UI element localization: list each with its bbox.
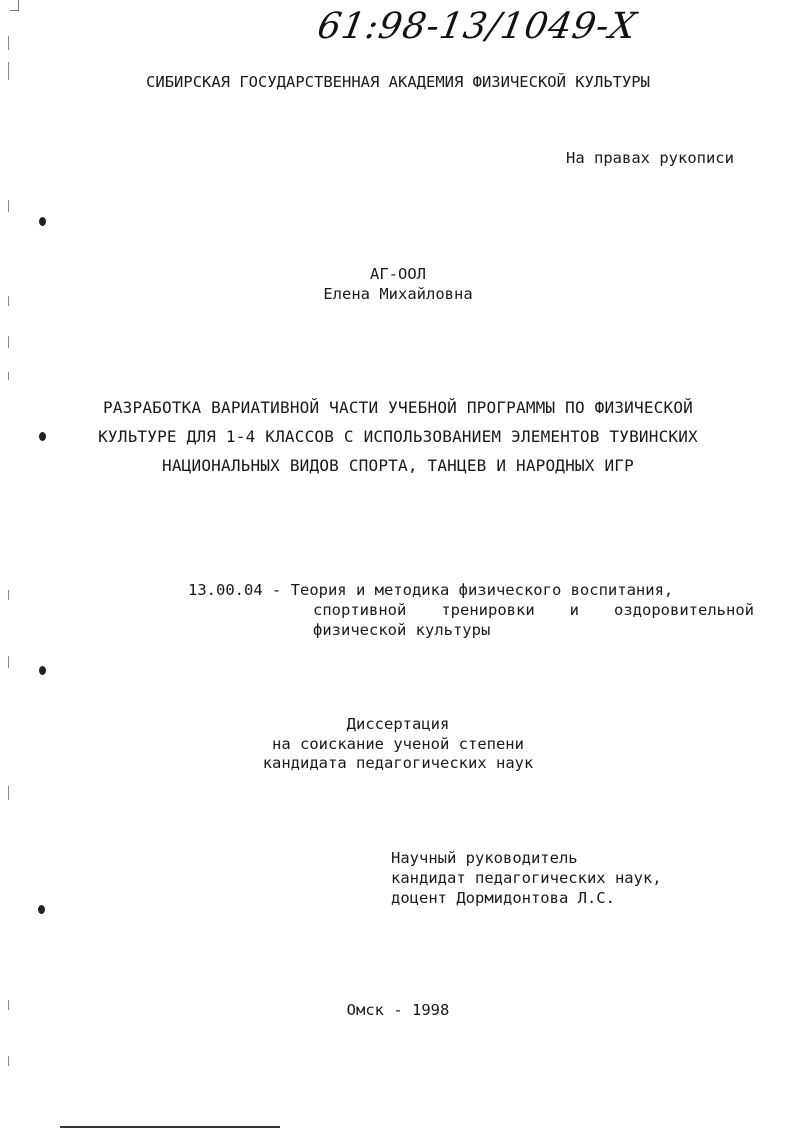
edge-tick	[8, 590, 9, 600]
specialty-line-2	[313, 600, 754, 620]
edge-tick	[8, 372, 9, 380]
author-given-names: Елена Михайловна	[323, 285, 473, 303]
bottom-rule	[60, 1126, 280, 1128]
edge-tick	[8, 656, 9, 668]
specialty-word: и	[569, 601, 579, 619]
degree-line: на соискание ученой степени	[272, 735, 524, 753]
title-line: КУЛЬТУРЕ ДЛЯ 1-4 КЛАССОВ С ИСПОЛЬЗОВАНИЕМ ЭЛЕМЕНТОВ ТУВИНСКИХ	[98, 427, 698, 446]
edge-tick	[8, 36, 9, 50]
place-year: Омск - 1998	[346, 1001, 450, 1019]
supervisor-line: доцент Дормидонтова Л.С.	[391, 889, 615, 907]
archive-number-handwritten: 61:98-13/1049-Х	[314, 6, 640, 47]
supervisor-line: кандидат педагогических наук,	[391, 869, 662, 887]
degree-line: Диссертация	[346, 715, 450, 733]
edge-tick	[8, 1056, 9, 1066]
manuscript-rights-note: На правах рукописи	[566, 149, 734, 167]
institution-name: СИБИРСКАЯ ГОСУДАРСТВЕННАЯ АКАДЕМИЯ ФИЗИЧЕСКОЙ КУЛЬТУРЫ	[146, 73, 650, 91]
edge-tick	[8, 786, 9, 800]
title-line: РАЗРАБОТКА ВАРИАТИВНОЙ ЧАСТИ УЧЕБНОЙ ПРОГРАММЫ ПО ФИЗИЧЕСКОЙ	[103, 398, 693, 417]
degree-line: кандидата педагогических наук	[262, 754, 534, 772]
author-surname: АГ-ООЛ	[370, 265, 426, 283]
binding-hole-mark	[39, 666, 46, 675]
binding-hole-mark	[39, 217, 46, 226]
specialty-line-3: физической культуры	[313, 621, 491, 639]
edge-tick	[8, 200, 9, 212]
binding-hole-mark	[38, 905, 45, 914]
specialty-word: тренировки	[441, 601, 535, 619]
edge-tick	[8, 336, 9, 348]
specialty-word: спортивной	[313, 601, 407, 619]
supervisor-line: Научный руководитель	[391, 849, 578, 867]
corner-mark	[10, 0, 19, 11]
specialty-word: оздоровительной	[614, 601, 754, 619]
specialty-code-line: 13.00.04 - Теория и методика физического воспитания,	[188, 581, 674, 599]
title-line: НАЦИОНАЛЬНЫХ ВИДОВ СПОРТА, ТАНЦЕВ И НАРОДНЫХ ИГР	[162, 456, 634, 475]
